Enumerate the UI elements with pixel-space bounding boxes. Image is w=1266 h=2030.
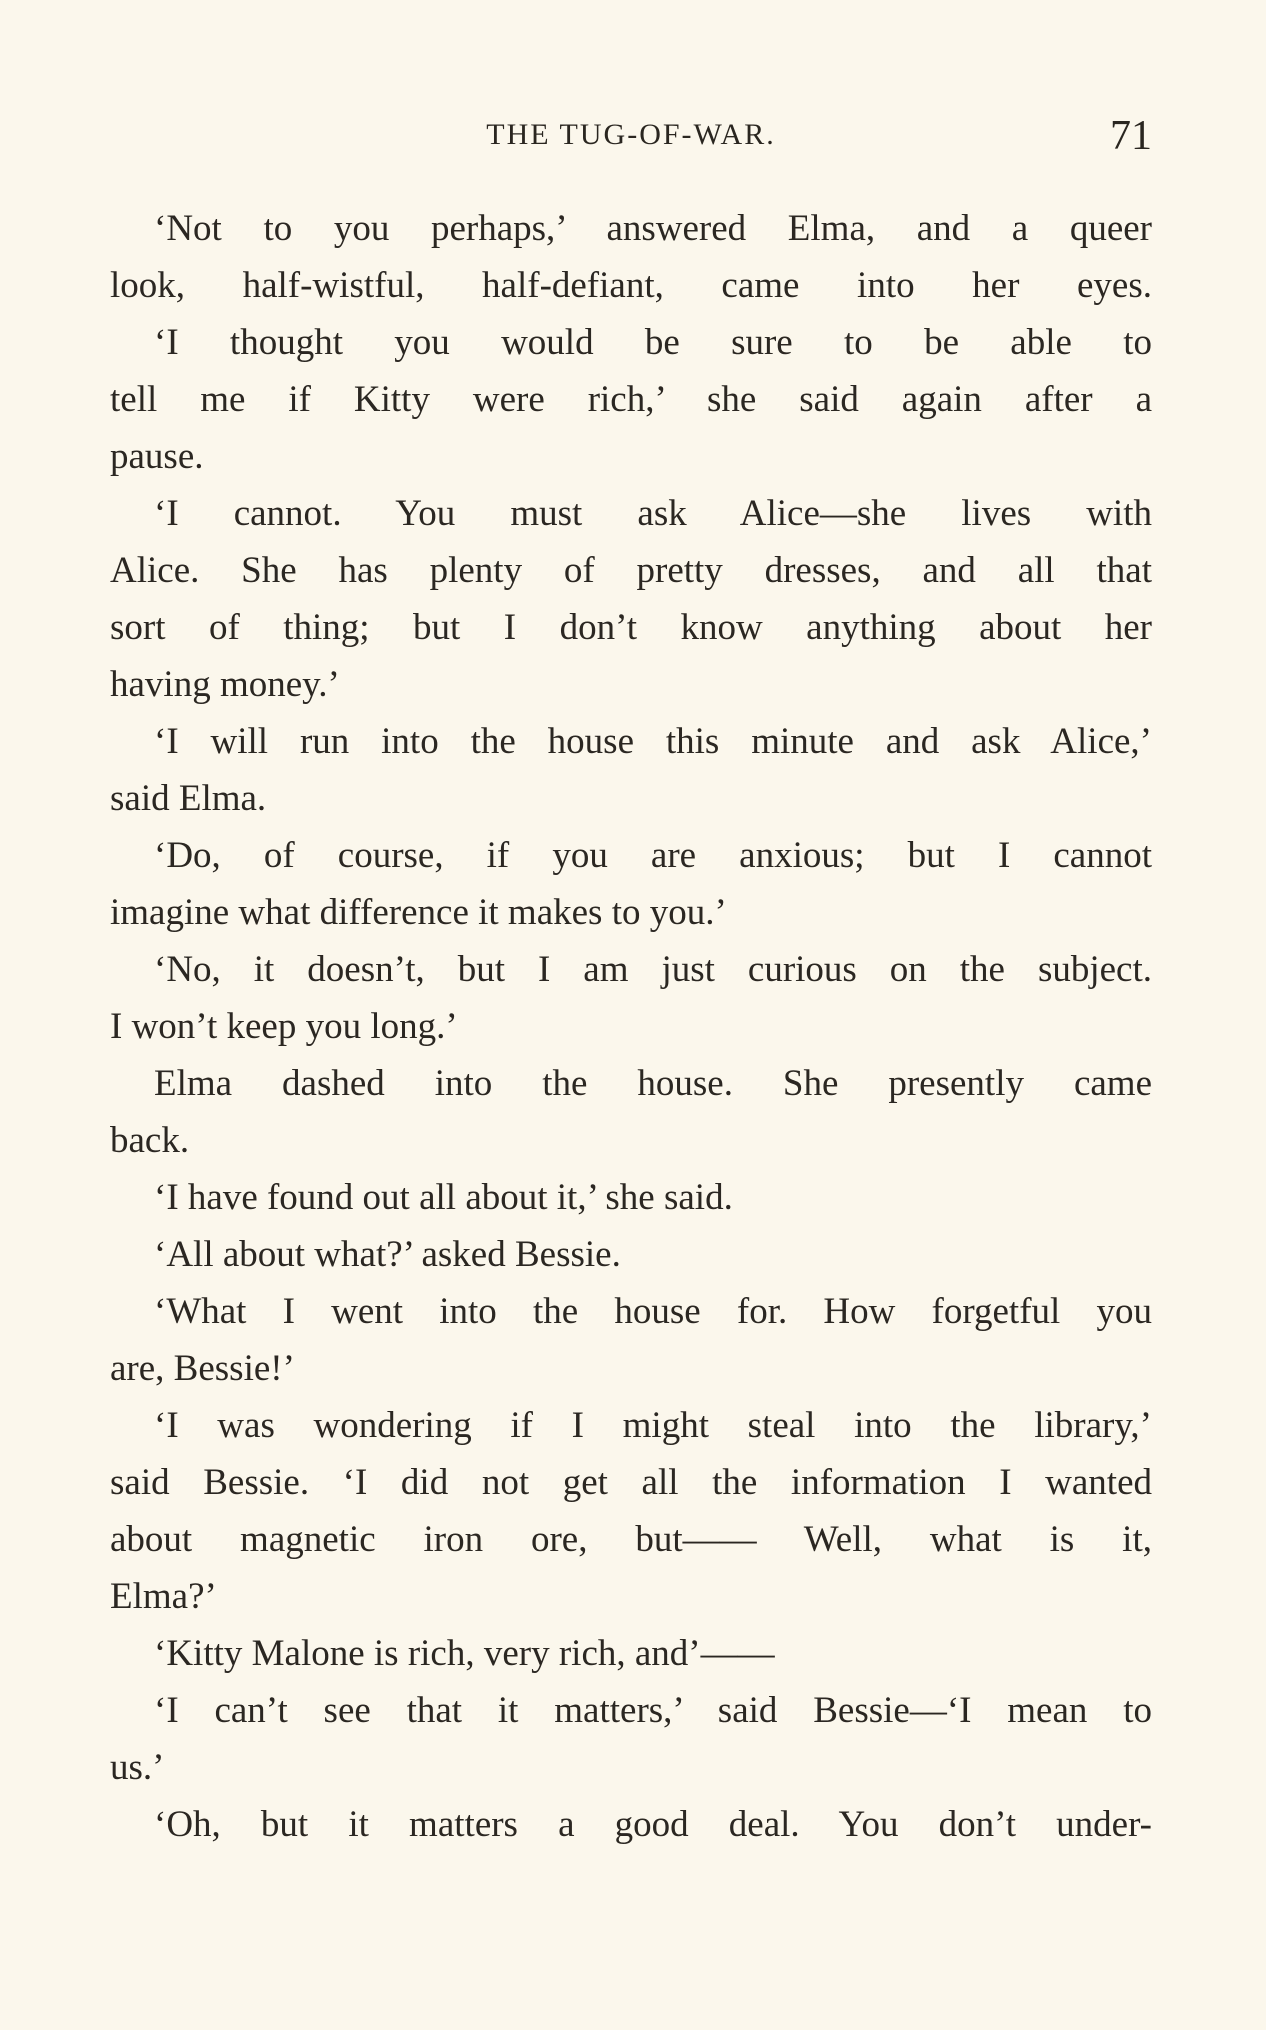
text-line: look, half-wistful, half-defiant, came into her eyes. xyxy=(110,265,1152,306)
text-line: ‘I can’t see that it matters,’ said Bessie—‘I mean to xyxy=(154,1690,1152,1731)
body-text xyxy=(110,200,1152,1900)
text-line: ‘What I went into the house for. How forgetful you xyxy=(154,1291,1152,1332)
text-line: ‘Not to you perhaps,’ answered Elma, and a queer xyxy=(154,208,1152,249)
text-line: ‘No, it doesn’t, but I am just curious on the subject. xyxy=(154,949,1152,990)
running-title: THE TUG-OF-WAR. xyxy=(486,118,776,151)
text-line: ‘I will run into the house this minute and ask Alice,’ xyxy=(154,721,1152,762)
running-head xyxy=(110,112,1152,162)
text-line: back. xyxy=(110,1120,190,1161)
text-line: I won’t keep you long.’ xyxy=(110,1006,458,1047)
text-line: Elma?’ xyxy=(110,1576,217,1617)
text-line: ‘I was wondering if I might steal into the library,’ xyxy=(154,1405,1152,1446)
text-line: tell me if Kitty were rich,’ she said again after a xyxy=(110,379,1152,420)
text-line: having money.’ xyxy=(110,664,340,705)
text-line: imagine what difference it makes to you.’ xyxy=(110,892,727,933)
text-line: sort of thing; but I don’t know anything about her xyxy=(110,607,1152,648)
text-line: ‘I cannot. You must ask Alice—she lives with xyxy=(154,493,1152,534)
text-line: ‘I thought you would be sure to be able to xyxy=(154,322,1152,363)
text-line: about magnetic iron ore, but—— Well, what is it, xyxy=(110,1519,1152,1560)
text-line: ‘All about what?’ asked Bessie. xyxy=(154,1234,621,1275)
text-line: ‘Kitty Malone is rich, very rich, and’—— xyxy=(154,1633,775,1674)
text-line: ‘Do, of course, if you are anxious; but I cannot xyxy=(154,835,1152,876)
text-line: Elma dashed into the house. She presently came xyxy=(154,1063,1152,1104)
text-line: pause. xyxy=(110,436,204,477)
text-line: ‘I have found out all about it,’ she said. xyxy=(154,1177,733,1218)
text-line: ‘Oh, but it matters a good deal. You don’t under- xyxy=(154,1804,1152,1845)
text-line: are, Bessie!’ xyxy=(110,1348,295,1389)
page-number: 71 xyxy=(1110,113,1152,159)
text-line: said Bessie. ‘I did not get all the information I wanted xyxy=(110,1462,1152,1503)
text-line: Alice. She has plenty of pretty dresses, and all that xyxy=(110,550,1152,591)
text-line: said Elma. xyxy=(110,778,267,819)
text-line: us.’ xyxy=(110,1747,165,1788)
